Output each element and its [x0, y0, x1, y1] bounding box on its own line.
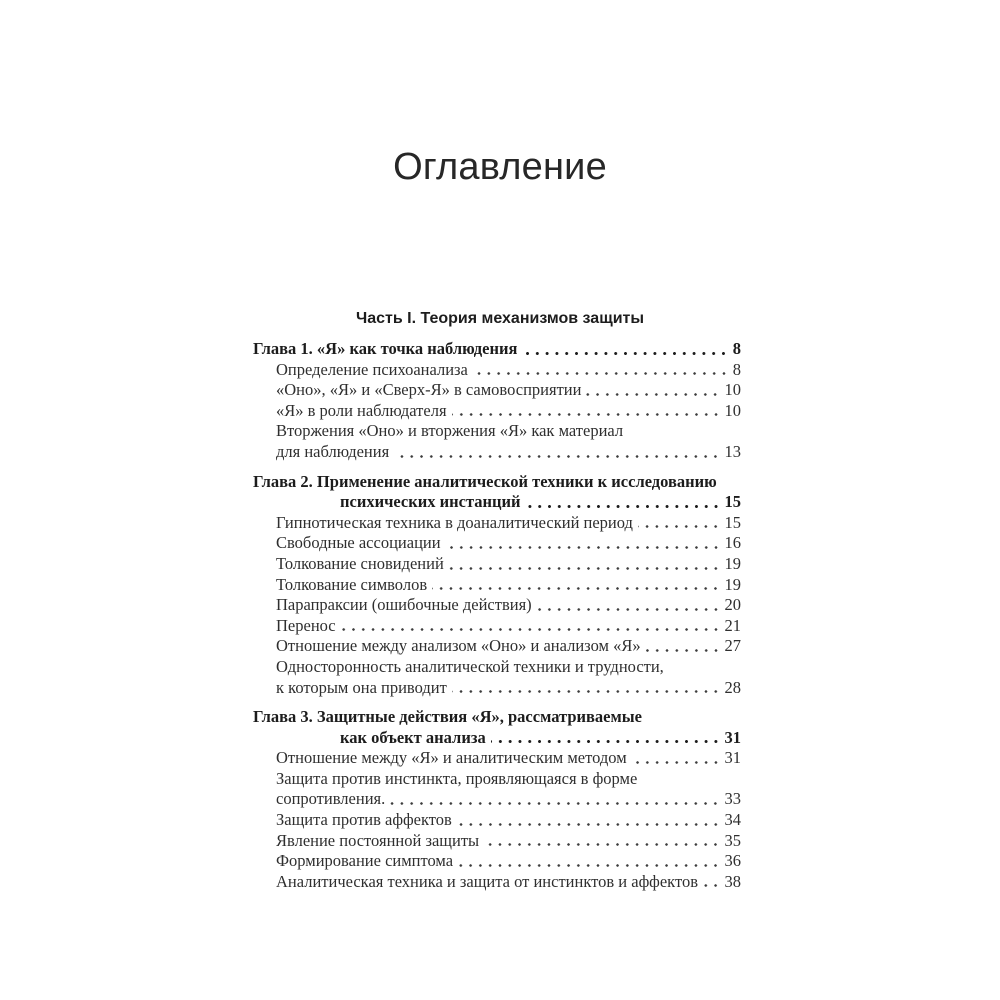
- toc-entry: [253, 360, 741, 381]
- toc-entry: [253, 339, 741, 360]
- entry-text: Толкование сновидений: [276, 553, 444, 573]
- dot-leader: [522, 339, 730, 360]
- dot-leader: [484, 831, 722, 852]
- page-number: 33: [724, 789, 741, 809]
- entry-line: [253, 728, 741, 749]
- entry-line: [253, 554, 741, 575]
- entry-line: [253, 595, 741, 616]
- entry-text: психических инстанций: [340, 492, 521, 512]
- toc-entry: [253, 554, 741, 575]
- entry-text: Свободные ассоциации: [276, 533, 441, 553]
- page-number: 13: [724, 441, 741, 461]
- toc-entry: [253, 657, 741, 698]
- entry-line: [253, 678, 741, 699]
- dot-leader: [703, 872, 722, 893]
- toc-entry: [253, 472, 741, 513]
- toc-entry: [253, 748, 741, 769]
- dot-leader: [446, 533, 723, 554]
- dot-leader: [632, 748, 723, 769]
- entry-text: Односторонность аналитической техники и трудности,: [276, 656, 664, 676]
- dot-leader: [452, 678, 723, 699]
- entry-line: [253, 380, 741, 401]
- entry-line: [253, 339, 741, 360]
- page-number: 31: [724, 748, 741, 768]
- dot-leader: [526, 492, 723, 513]
- page-number: 8: [732, 359, 741, 379]
- entry-text: Глава 2. Применение аналитической техники к исследованию: [253, 471, 717, 491]
- page-number: 38: [724, 871, 741, 891]
- dot-leader: [537, 595, 723, 616]
- toc-entry: [253, 810, 741, 831]
- toc-entry: [253, 575, 741, 596]
- entry-text: Отношение между «Я» и аналитическим методом: [276, 748, 627, 768]
- entry-line: [253, 872, 741, 893]
- entry-line: [253, 748, 741, 769]
- page-number: 35: [724, 830, 741, 850]
- entry-text: для наблюдения: [276, 441, 390, 461]
- entry-line: [253, 472, 741, 493]
- entry-line: [253, 442, 741, 463]
- entry-line: [253, 851, 741, 872]
- entry-line: [253, 636, 741, 657]
- dot-leader: [341, 616, 723, 637]
- entry-text: Защита против аффектов: [276, 810, 452, 830]
- entry-line: [253, 657, 741, 678]
- dot-leader: [394, 442, 722, 463]
- toc-entry: [253, 595, 741, 616]
- entry-text: к которым она приводит: [276, 677, 447, 697]
- toc-entry: [253, 872, 741, 893]
- entry-text: «Оно», «Я» и «Сверх-Я» в самовосприятии: [276, 380, 582, 400]
- page-number: 10: [724, 380, 741, 400]
- part-heading: Часть I. Теория механизмов защиты: [355, 310, 645, 327]
- entry-line: [253, 513, 741, 534]
- dot-leader: [646, 636, 723, 657]
- page-number: 21: [724, 615, 741, 635]
- page-number: 10: [724, 400, 741, 420]
- entry-line: [253, 769, 741, 790]
- entry-line: [253, 707, 741, 728]
- page-number: 19: [724, 574, 741, 594]
- entry-text: Формирование симптома: [276, 851, 454, 871]
- entry-text: Парапраксии (ошибочные действия): [276, 595, 532, 615]
- page-number: 19: [724, 553, 741, 573]
- entry-text: Защита против инстинкта, проявляющаяся в форме: [276, 768, 638, 788]
- toc-entry: [253, 851, 741, 872]
- toc-entry: [253, 616, 741, 637]
- dot-leader: [473, 360, 731, 381]
- toc-entry: [253, 533, 741, 554]
- entry-text: Перенос: [276, 615, 336, 635]
- toc-entry: [253, 831, 741, 852]
- dot-leader: [458, 851, 722, 872]
- dot-leader: [432, 575, 722, 596]
- entry-text: Определение психоанализа: [276, 359, 468, 379]
- dot-leader: [638, 513, 723, 534]
- entry-text: Глава 3. Защитные действия «Я», рассматриваемые: [253, 707, 642, 727]
- dot-leader: [491, 728, 723, 749]
- page-number: 34: [724, 810, 741, 830]
- dot-leader: [457, 810, 723, 831]
- page-number: 27: [724, 636, 741, 656]
- page-number: 8: [732, 339, 741, 358]
- entry-text: Аналитическая техника и защита от инстинктов и аффектов: [276, 871, 699, 891]
- entry-line: [253, 616, 741, 637]
- entry-text: Глава 1. «Я» как точка наблюдения: [253, 339, 518, 358]
- toc-list: [253, 339, 741, 892]
- toc-entry: [253, 707, 741, 748]
- entry-text: Толкование символов: [276, 574, 428, 594]
- dot-leader: [586, 380, 722, 401]
- entry-line: [253, 789, 741, 810]
- page-number: 36: [724, 851, 741, 871]
- entry-line: [253, 831, 741, 852]
- page-number: 15: [724, 492, 741, 512]
- page-number: 16: [724, 533, 741, 553]
- dot-leader: [449, 554, 723, 575]
- entry-line: [253, 492, 741, 513]
- entry-line: [253, 360, 741, 381]
- toc-entry: [253, 636, 741, 657]
- dot-leader: [390, 789, 722, 810]
- entry-text: Гипнотическая техника в доаналитический период: [276, 512, 633, 532]
- page-number: 20: [724, 595, 741, 615]
- dot-leader: [452, 401, 723, 422]
- entry-line: [253, 421, 741, 442]
- entry-text: «Я» в роли наблюдателя: [276, 400, 447, 420]
- entry-text: Отношение между анализом «Оно» и анализом «Я»: [276, 636, 641, 656]
- entry-text: Явление постоянной защиты: [276, 830, 480, 850]
- toc-entry: [253, 401, 741, 422]
- page-title: Оглавление: [393, 146, 607, 188]
- entry-line: [253, 575, 741, 596]
- entry-text: Вторжения «Оно» и вторжения «Я» как материал: [276, 421, 624, 441]
- entry-text: сопротивления.: [276, 789, 386, 809]
- toc-entry: [253, 769, 741, 810]
- toc-entry: [253, 380, 741, 401]
- entry-line: [253, 533, 741, 554]
- page-number: 28: [724, 677, 741, 697]
- entry-line: [253, 401, 741, 422]
- entry-line: [253, 810, 741, 831]
- entry-text: как объект анализа: [340, 727, 486, 747]
- toc-entry: [253, 421, 741, 462]
- toc-entry: [253, 513, 741, 534]
- page-number: 31: [724, 727, 741, 747]
- page-number: 15: [724, 512, 741, 532]
